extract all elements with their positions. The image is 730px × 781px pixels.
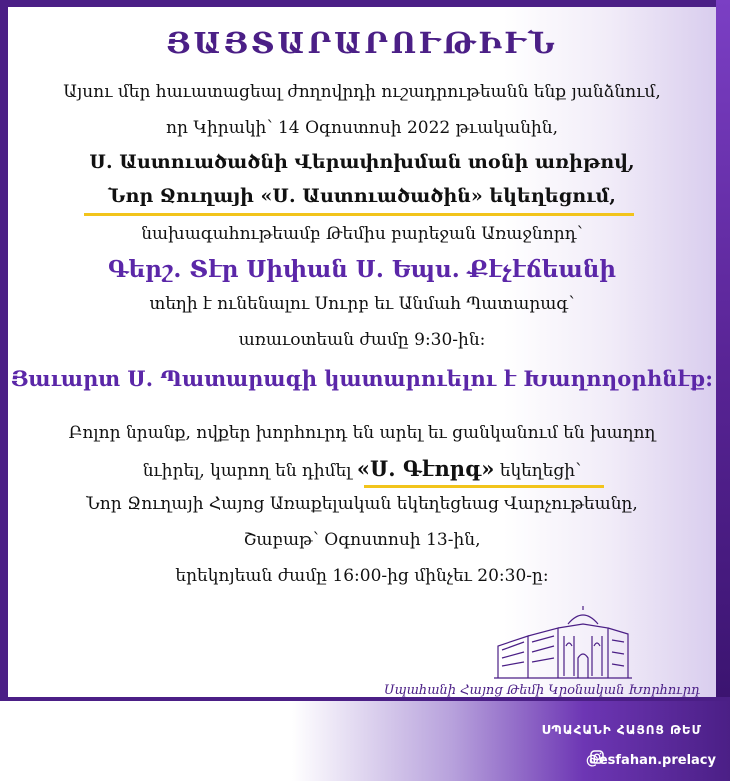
- text-line-10c: եկեղեցի՝: [499, 461, 582, 481]
- frame-top-border: [0, 0, 730, 7]
- frame-right-strip: [716, 0, 730, 700]
- bishop-name: Գերշ. Տէր Սիփան Ս. Եպս. Քէչէճեանի: [108, 256, 616, 283]
- text-line-10a: նւիրել, կարող են դիմել: [142, 461, 352, 481]
- instagram-handle[interactable]: @esfahan.prelacy: [585, 753, 716, 768]
- text-line-7: տեղի է ունենալու Սուրբ եւ Անմահ Պատարագ՝: [149, 294, 575, 314]
- text-line-3: Ս. Աստուածածնի Վերափոխման տօնի առիթով,: [89, 151, 635, 173]
- text-line-10: [8, 456, 716, 481]
- announcement-title: ՅԱՅՏԱՐԱՐՈՒԹԻՒՆ: [166, 26, 558, 60]
- text-line-8: առաւօտեան ժամը 9:30-ին:: [238, 330, 486, 350]
- frame-left-border: [0, 0, 8, 700]
- cathedral-logo-icon: [488, 606, 638, 680]
- text-line-13: երեկոյեան ժամը 16:00-ից մինչեւ 20:30-ը:: [175, 566, 549, 586]
- bottom-banner: [0, 701, 730, 781]
- blessing-highlight: Յաւարտ Ս. Պատարագի կատարուելու է Խաղողօրհնէք:: [10, 366, 714, 391]
- text-line-2: որ Կիրակի՝ 14 Օգոստոսի 2022 թւականին,: [165, 118, 559, 138]
- text-line-12: Շաբաթ՝ Օգոստոսի 13-ին,: [243, 530, 481, 550]
- text-line-5: նախագահութեամբ Թեմիս բարեջան Առաջնորդ՝: [141, 224, 583, 244]
- text-line-11: Նոր Ջուղայի Հայոց Առաքելական եկեղեցեաց Վարչութեանը,: [86, 494, 638, 514]
- text-line-1: Այսու մեր հաւատացեալ ժողովրդի ուշադրութեանն ենք յանձնում,: [63, 82, 661, 102]
- church-st-george: «Ս. Գէորգ»: [356, 456, 495, 481]
- footer-council: Սպահանի Հայոց Թեմի Կրօնական Խորհուրդ: [383, 683, 701, 698]
- text-line-9: Բոլոր նրանք, ովքեր խորհուրդ են արել եւ ցանկանում են խաղող: [68, 423, 656, 443]
- underline-st-george: [364, 485, 604, 488]
- text-line-4-church: Նոր Ջուղայի «Ս. Աստուածածին» եկեղեցում,: [108, 185, 616, 207]
- underline-church: [84, 213, 634, 216]
- background-panel: [8, 7, 716, 697]
- banner-diocese-name: ՍՊԱՀԱՆԻ ՀԱՅՈՑ ԹԵՄ: [541, 723, 702, 737]
